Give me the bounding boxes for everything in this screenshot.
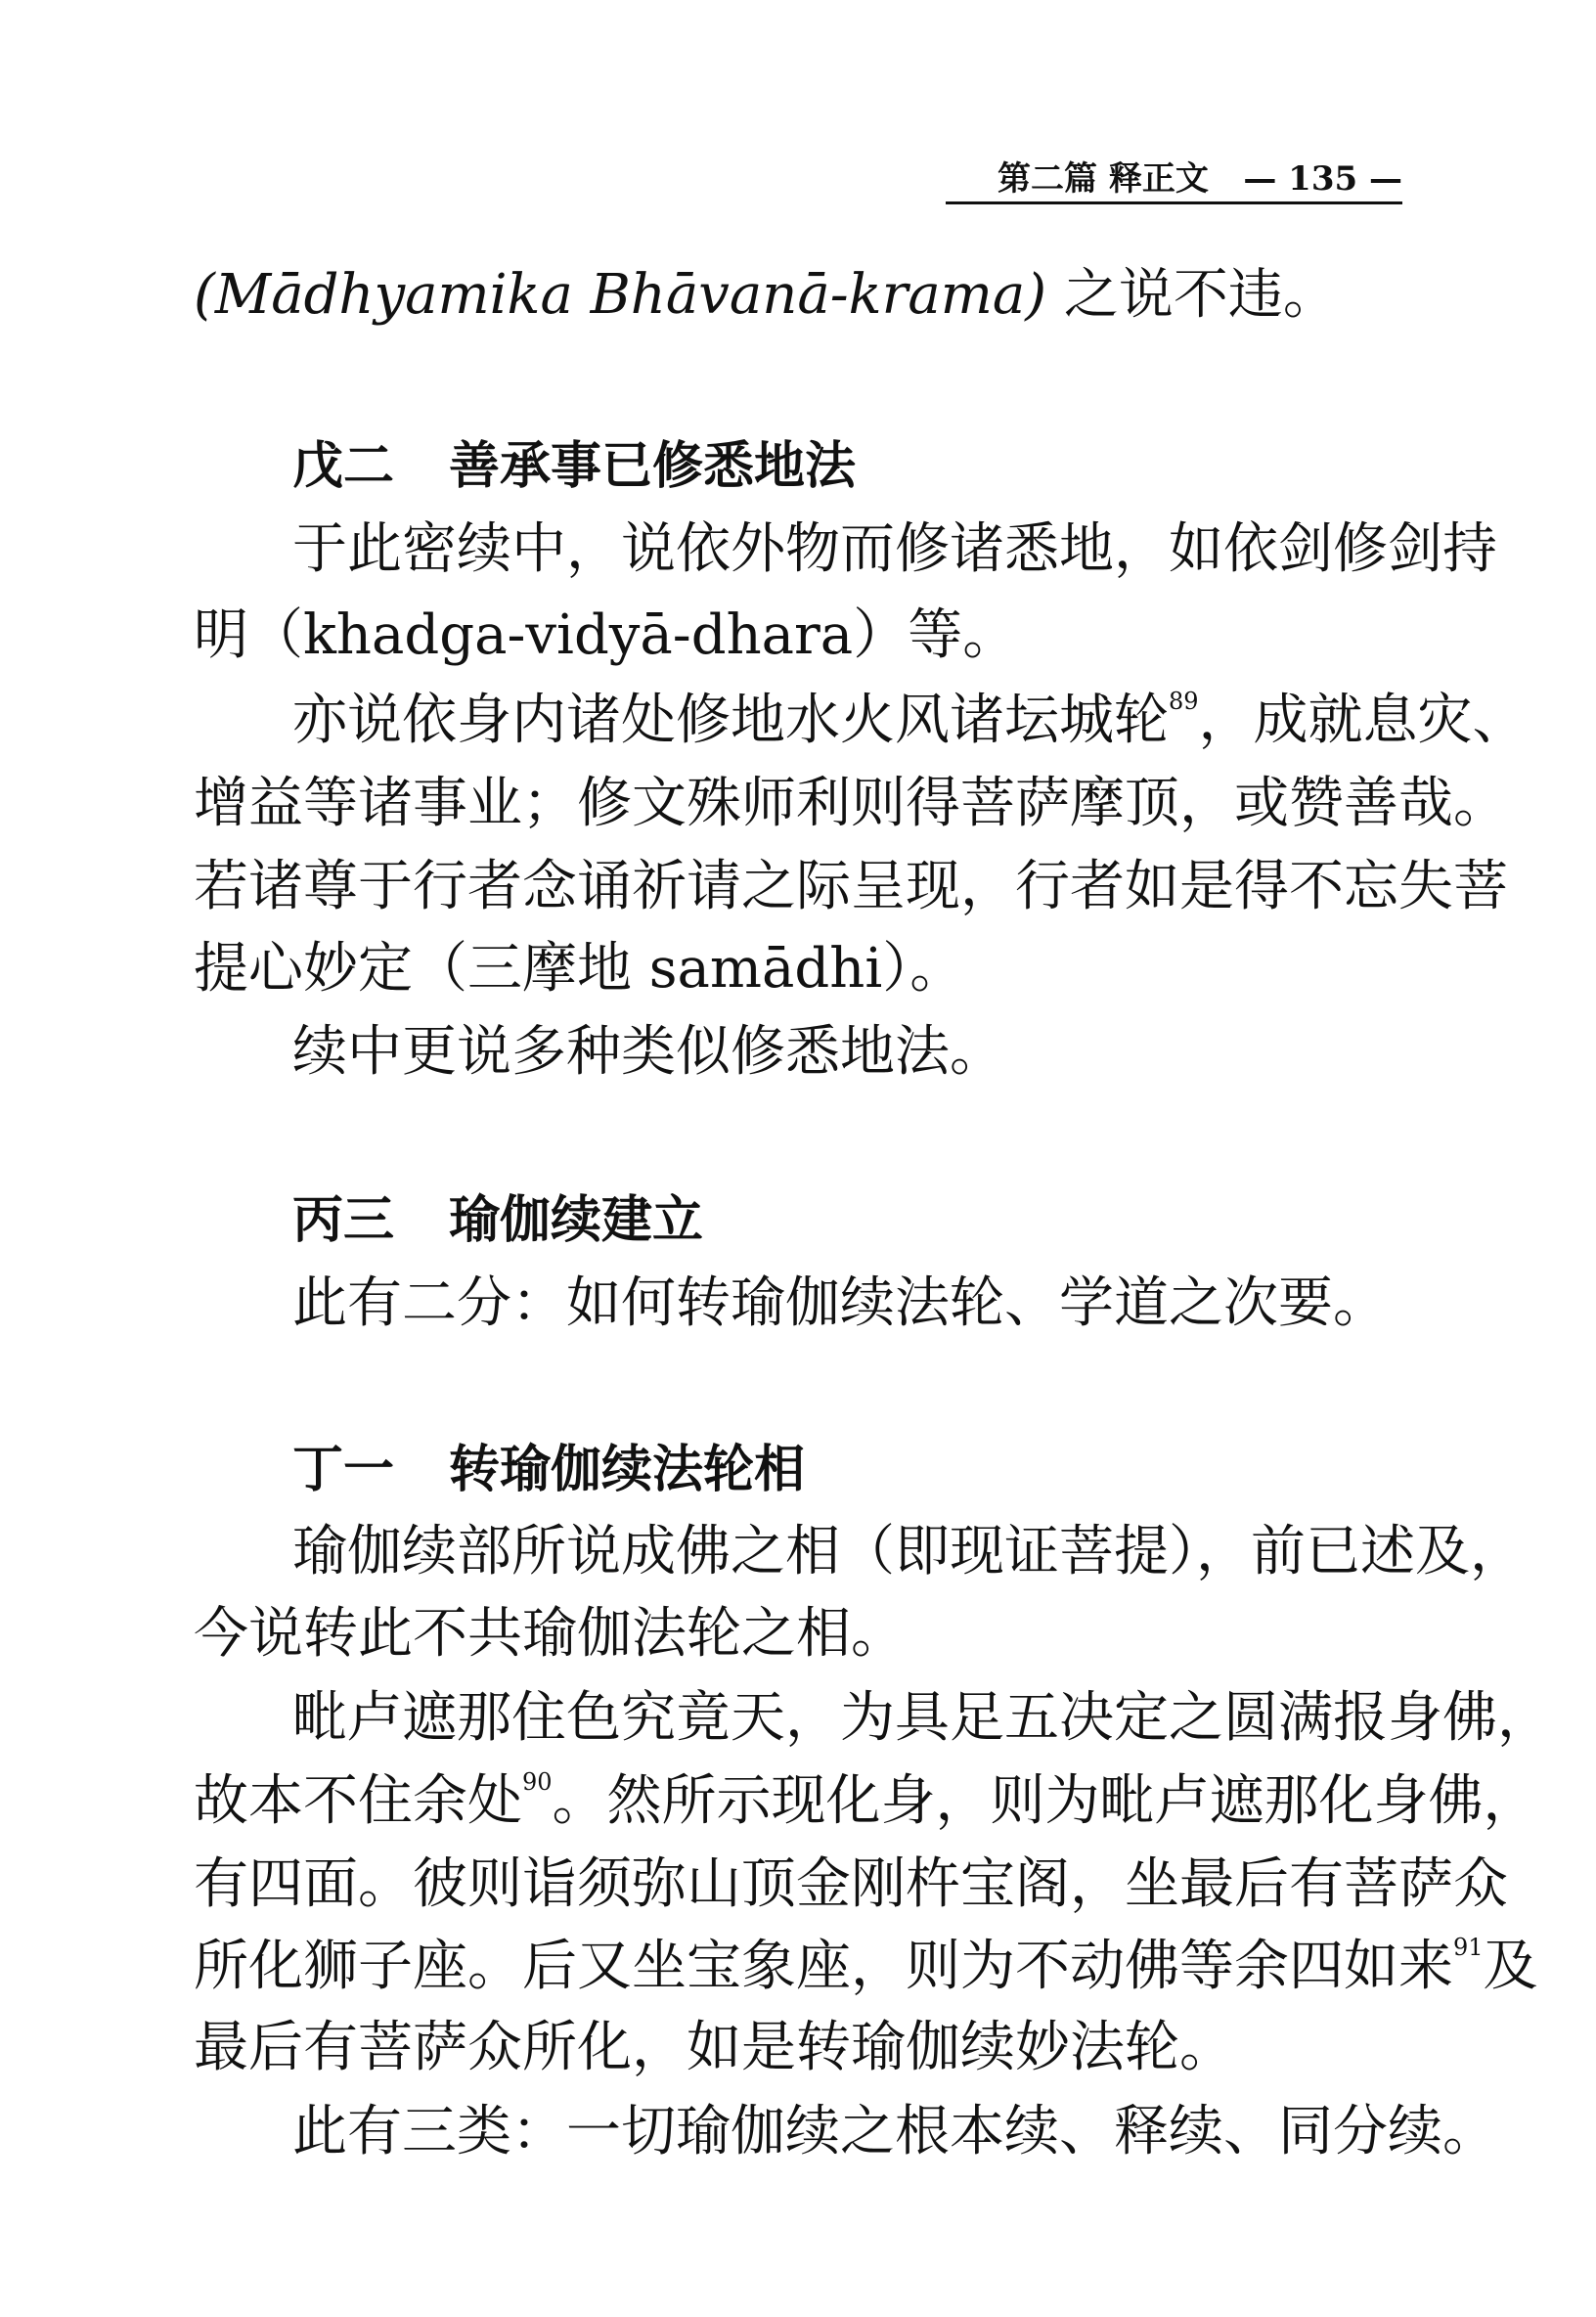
- text-line: [194, 1928, 1538, 2006]
- heading-number: 丁一: [292, 1440, 395, 1499]
- text-line: [292, 682, 1528, 760]
- text-line: [194, 256, 1402, 334]
- section-heading: [292, 1431, 805, 1509]
- heading-title: 善承事已修悉地法: [449, 436, 857, 496]
- heading-title: 转瑜伽续法轮相: [449, 1440, 806, 1499]
- footnote-ref[interactable]: 90: [522, 1768, 553, 1796]
- text-line: 明（khadga-vidyā-dhara）等。: [194, 603, 1018, 667]
- heading-title: 瑜伽续建立: [449, 1190, 704, 1250]
- text-line: 此有三类：一切瑜伽续之根本续、释续、同分续。: [292, 2100, 1497, 2163]
- text-line: 增益等诸事业；修文殊师利则得菩萨摩顶，或赞善哉。: [194, 772, 1508, 835]
- text-line: 毗卢遮那住色究竟天，为具足五决定之圆满报身佛，: [292, 1686, 1552, 1750]
- text-line: 若诸尊于行者念诵祈请之际呈现，行者如是得不忘失菩: [194, 855, 1508, 918]
- text: ，成就息灾、: [1198, 689, 1528, 752]
- text-line: [194, 1762, 1538, 1841]
- text-line: 续中更说多种类似修悉地法。: [292, 1020, 1004, 1084]
- page-number: — 135 —: [1243, 159, 1402, 199]
- heading-number: 戊二: [292, 436, 395, 496]
- text-line: 最后有菩萨众所化，如是转瑜伽续妙法轮。: [194, 2016, 1234, 2079]
- heading-number: 丙三: [292, 1190, 395, 1250]
- text: 故本不住余处: [194, 1769, 522, 1833]
- running-title: 第二篇 释正文: [997, 159, 1209, 199]
- text-line: 提心妙定（三摩地 samādhi）。: [194, 937, 965, 1001]
- text-line: 有四面。彼则诣须弥山顶金刚杵宝阁，坐最后有菩萨众: [194, 1852, 1508, 1916]
- section-heading: [292, 1181, 703, 1260]
- text-line: 瑜伽续部所说成佛之相（即现证菩提），前已述及，: [292, 1520, 1525, 1583]
- text-line: 此有二分：如何转瑜伽续法轮、学道之次要。: [292, 1271, 1388, 1335]
- running-header: [946, 156, 1402, 204]
- section-heading: [292, 427, 856, 506]
- text-line: 于此密续中，说依外物而修诸悉地，如依剑修剑持: [292, 517, 1497, 581]
- footnote-ref[interactable]: 89: [1169, 688, 1199, 715]
- text-line: 今说转此不共瑜伽法轮之相。: [194, 1602, 906, 1666]
- text: 及: [1483, 1935, 1538, 1998]
- text: 。然所示现化身，则为毗卢遮那化身佛，: [552, 1769, 1538, 1833]
- text: 所化狮子座。后又坐宝象座，则为不动佛等余四如来: [194, 1935, 1453, 1998]
- text: 亦说依身内诸处修地水火风诸坛城轮: [292, 689, 1169, 752]
- sanskrit-title: (Mādhyamika Bhāvanā-krama): [194, 263, 1047, 327]
- footnote-ref[interactable]: 91: [1453, 1934, 1484, 1961]
- text: 之说不违。: [1063, 263, 1338, 327]
